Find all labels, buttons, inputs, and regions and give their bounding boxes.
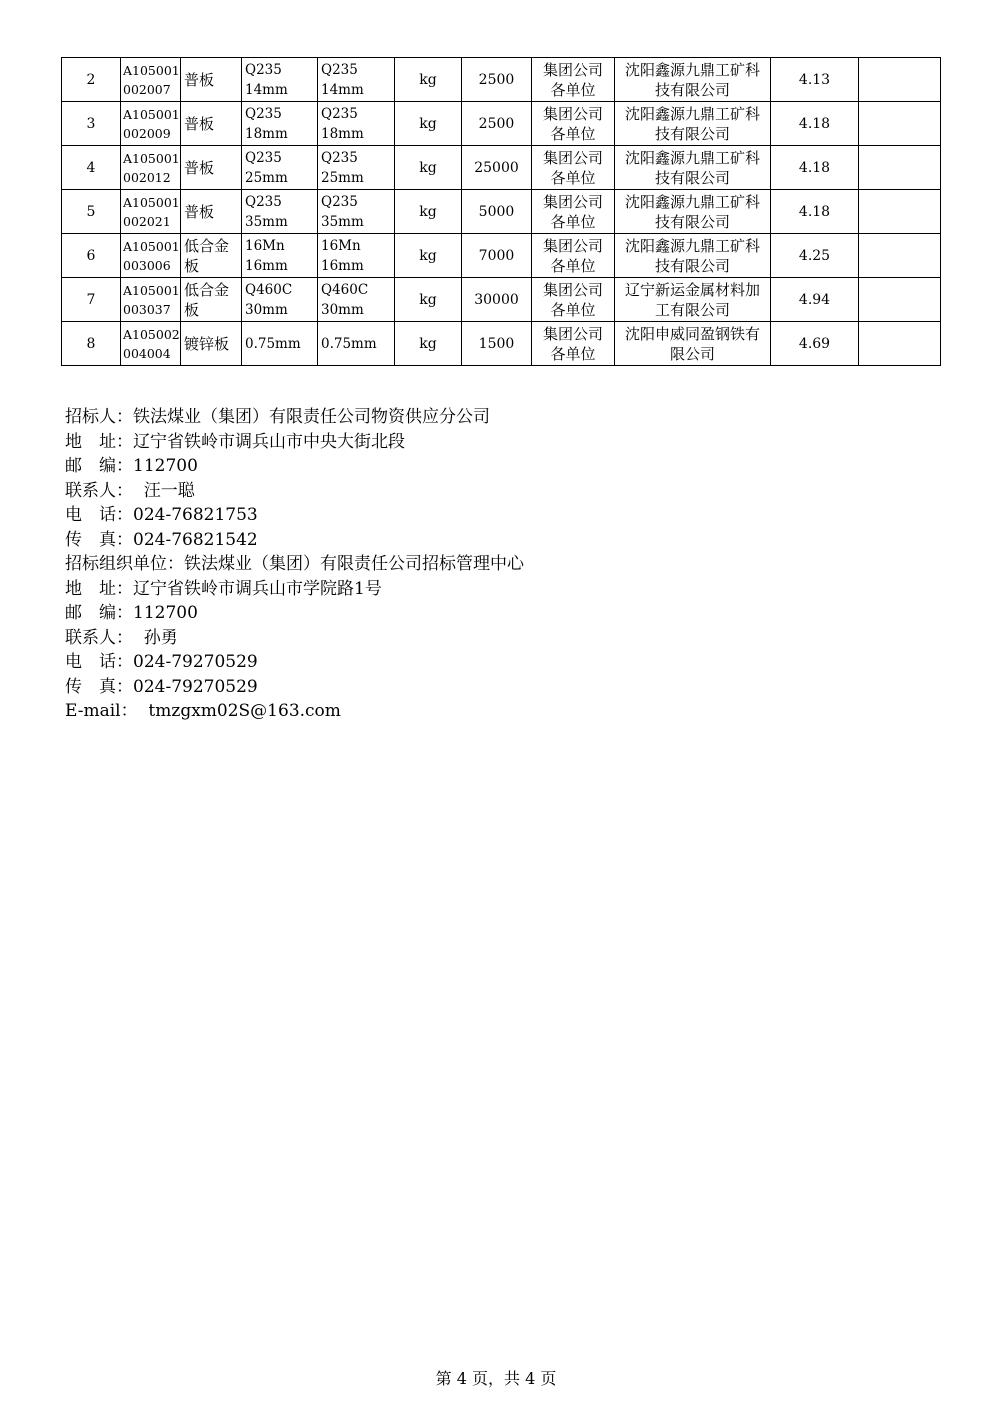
unit-text: kg (419, 291, 437, 308)
material-name-cell (181, 278, 242, 322)
price-text: 4.18 (798, 159, 831, 176)
model-text: 0.75mm (321, 335, 377, 352)
spec-cell (242, 322, 318, 366)
price-cell (771, 322, 859, 366)
row-number-cell (62, 58, 121, 102)
supplier-text: 技有限公司 (654, 80, 730, 99)
organizer-address: 地 址：辽宁省铁岭市调兵山市学院路1号 (65, 578, 382, 599)
remarks-cell (859, 190, 941, 234)
table-row (62, 146, 941, 190)
material-code-text: A105001 (123, 150, 180, 166)
price-text: 4.25 (798, 247, 831, 264)
material-name-cell (181, 102, 242, 146)
material-name-cell (181, 58, 242, 102)
model-text: Q460C (321, 281, 369, 298)
model-cell (318, 234, 395, 278)
row-number-text: 7 (86, 291, 96, 308)
spec-text: Q235 (245, 193, 282, 210)
supplier-text: 技有限公司 (654, 212, 730, 231)
unit-text: kg (419, 335, 437, 352)
quantity-cell (462, 322, 532, 366)
department-text: 集团公司 (542, 236, 603, 255)
contact-info (65, 405, 524, 724)
material-code-text: 004004 (123, 345, 171, 361)
model-text: 18mm (321, 125, 364, 142)
spec-text: Q235 (245, 61, 282, 78)
model-text: Q235 (321, 105, 358, 122)
organizer-line: 招标组织单位：铁法煤业（集团）有限责任公司招标管理中心 (65, 554, 524, 574)
material-code-cell (121, 146, 181, 190)
supplier-cell (615, 190, 771, 234)
material-code-text: A105001 (123, 194, 180, 210)
department-text: 集团公司 (542, 148, 603, 167)
quantity-text: 25000 (474, 159, 519, 176)
row-number-text: 3 (86, 115, 96, 132)
table-row (62, 58, 941, 102)
department-text: 集团公司 (542, 60, 603, 79)
unit-text: kg (419, 203, 437, 220)
supplier-cell (615, 322, 771, 366)
tenderer-line: 招标人：铁法煤业（集团）有限责任公司物资供应分公司 (65, 407, 490, 427)
row-number-cell (62, 102, 121, 146)
material-name-cell (181, 146, 242, 190)
material-name-text: 普板 (184, 158, 215, 177)
department-text: 各单位 (550, 300, 596, 319)
unit-text: kg (419, 71, 437, 88)
supplier-cell (615, 234, 771, 278)
model-cell (318, 190, 395, 234)
material-code-text: 002007 (123, 81, 171, 97)
spec-text: 0.75mm (245, 335, 301, 352)
price-cell (771, 234, 859, 278)
material-code-cell (121, 278, 181, 322)
quantity-cell (462, 190, 532, 234)
model-text: 16mm (321, 257, 364, 274)
price-text: 4.69 (798, 335, 831, 352)
material-code-text: 002012 (123, 169, 171, 185)
quantity-cell (462, 146, 532, 190)
unit-cell (395, 278, 462, 322)
supplier-text: 沈阳鑫源九鼎工矿科 (624, 148, 760, 167)
price-cell (771, 102, 859, 146)
department-text: 集团公司 (542, 324, 603, 343)
spec-cell (242, 278, 318, 322)
row-number-text: 6 (86, 247, 96, 264)
model-text: 30mm (321, 301, 364, 318)
spec-cell (242, 234, 318, 278)
table-row (62, 190, 941, 234)
supplier-text: 技有限公司 (654, 124, 730, 143)
department-cell (532, 146, 615, 190)
department-cell (532, 278, 615, 322)
material-code-cell (121, 322, 181, 366)
model-text: 16Mn (321, 237, 361, 254)
page-footer: 第 4 页，共 4 页 (435, 1369, 557, 1388)
spec-text: 25mm (245, 169, 288, 186)
organizer-contact: 联系人： 孙勇 (65, 627, 178, 648)
price-cell (771, 278, 859, 322)
supplier-text: 沈阳鑫源九鼎工矿科 (624, 236, 760, 255)
tenderer-fax: 传 真：024-76821542 (65, 529, 258, 550)
price-text: 4.18 (798, 203, 831, 220)
spec-text: 35mm (245, 213, 288, 230)
quantity-text: 30000 (474, 291, 519, 308)
spec-cell (242, 146, 318, 190)
department-text: 各单位 (550, 124, 596, 143)
spec-cell (242, 58, 318, 102)
organizer-fax: 传 真：024-79270529 (65, 676, 258, 697)
supplier-text: 沈阳鑫源九鼎工矿科 (624, 192, 760, 211)
row-number-text: 8 (86, 335, 96, 352)
remarks-cell (859, 146, 941, 190)
material-code-cell (121, 190, 181, 234)
material-code-cell (121, 102, 181, 146)
department-cell (532, 58, 615, 102)
material-code-text: 003037 (123, 301, 171, 317)
quantity-cell (462, 278, 532, 322)
department-text: 集团公司 (542, 280, 603, 299)
spec-text: Q235 (245, 105, 282, 122)
supplier-cell (615, 278, 771, 322)
unit-text: kg (419, 115, 437, 132)
price-text: 4.18 (798, 115, 831, 132)
material-name-text: 镀锌板 (184, 334, 230, 353)
material-code-text: A105001 (123, 62, 180, 78)
model-cell (318, 102, 395, 146)
department-text: 各单位 (550, 344, 596, 363)
spec-text: 16Mn (245, 237, 285, 254)
model-cell (318, 58, 395, 102)
organizer-phone: 电 话：024-79270529 (65, 652, 258, 672)
supplier-cell (615, 102, 771, 146)
model-text: Q235 (321, 61, 358, 78)
material-code-text: A105001 (123, 238, 180, 254)
row-number-cell (62, 278, 121, 322)
quantity-text: 2500 (478, 71, 515, 88)
unit-text: kg (419, 159, 437, 176)
supplier-cell (615, 146, 771, 190)
row-number-text: 2 (86, 71, 96, 88)
table-row (62, 322, 941, 366)
bid-results-table (61, 57, 941, 366)
department-text: 各单位 (550, 256, 596, 275)
department-cell (532, 322, 615, 366)
material-code-text: A105002 (123, 326, 180, 342)
material-code-text: 002021 (123, 213, 171, 229)
quantity-cell (462, 58, 532, 102)
row-number-cell (62, 146, 121, 190)
supplier-text: 技有限公司 (654, 168, 730, 187)
tenderer-contact: 联系人： 汪一聪 (65, 480, 195, 501)
supplier-cell (615, 58, 771, 102)
model-cell (318, 322, 395, 366)
material-name-text: 普板 (184, 70, 215, 89)
spec-text: 18mm (245, 125, 288, 142)
department-text: 集团公司 (542, 192, 603, 211)
unit-cell (395, 234, 462, 278)
unit-cell (395, 102, 462, 146)
table-row (62, 234, 941, 278)
department-text: 各单位 (550, 80, 596, 99)
material-code-text: 003006 (123, 257, 171, 273)
price-cell (771, 146, 859, 190)
unit-cell (395, 146, 462, 190)
department-cell (532, 190, 615, 234)
material-name-text: 低合金板 (184, 236, 230, 275)
material-name-cell (181, 234, 242, 278)
remarks-cell (859, 278, 941, 322)
model-text: 35mm (321, 213, 364, 230)
remarks-cell (859, 322, 941, 366)
material-code-text: A105001 (123, 282, 180, 298)
supplier-text: 沈阳申威同盈钢铁有 (624, 324, 760, 343)
tenderer-address: 地 址：辽宁省铁岭市调兵山市中央大街北段 (65, 431, 405, 452)
model-cell (318, 278, 395, 322)
quantity-text: 1500 (478, 335, 515, 352)
unit-cell (395, 190, 462, 234)
material-name-text: 普板 (184, 202, 215, 221)
spec-text: 14mm (245, 81, 288, 98)
quantity-cell (462, 234, 532, 278)
email-line: E-mail： tmzgxm02S@163.com (65, 701, 341, 721)
department-text: 各单位 (550, 168, 596, 187)
department-cell (532, 234, 615, 278)
supplier-text: 工有限公司 (654, 300, 730, 319)
supplier-text: 辽宁新运金属材料加 (624, 280, 760, 299)
price-cell (771, 58, 859, 102)
spec-text: 30mm (245, 301, 288, 318)
spec-cell (242, 190, 318, 234)
row-number-text: 4 (86, 159, 96, 176)
unit-cell (395, 322, 462, 366)
supplier-text: 沈阳鑫源九鼎工矿科 (624, 60, 760, 79)
tenderer-postcode: 邮 编：112700 (65, 456, 198, 476)
organizer-postcode: 邮 编：112700 (65, 603, 198, 623)
material-name-cell (181, 322, 242, 366)
price-text: 4.94 (798, 291, 831, 308)
quantity-text: 5000 (478, 203, 515, 220)
table-row (62, 102, 941, 146)
material-name-cell (181, 190, 242, 234)
spec-text: Q235 (245, 149, 282, 166)
department-text: 集团公司 (542, 104, 603, 123)
material-code-cell (121, 234, 181, 278)
model-text: Q235 (321, 193, 358, 210)
unit-cell (395, 58, 462, 102)
material-code-cell (121, 58, 181, 102)
row-number-cell (62, 190, 121, 234)
spec-text: Q460C (245, 281, 293, 298)
remarks-cell (859, 234, 941, 278)
tenderer-phone: 电 话：024-76821753 (65, 505, 258, 525)
remarks-cell (859, 58, 941, 102)
remarks-cell (859, 102, 941, 146)
quantity-text: 7000 (478, 247, 515, 264)
material-name-text: 低合金板 (184, 280, 230, 319)
department-text: 各单位 (550, 212, 596, 231)
table-row (62, 278, 941, 322)
supplier-text: 技有限公司 (654, 256, 730, 275)
department-cell (532, 102, 615, 146)
row-number-text: 5 (86, 203, 96, 220)
model-cell (318, 146, 395, 190)
material-code-text: A105001 (123, 106, 180, 122)
model-text: 25mm (321, 169, 364, 186)
table-body (62, 58, 941, 366)
spec-cell (242, 102, 318, 146)
unit-text: kg (419, 247, 437, 264)
material-name-text: 普板 (184, 114, 215, 133)
spec-text: 16mm (245, 257, 288, 274)
model-text: Q235 (321, 149, 358, 166)
material-code-text: 002009 (123, 125, 171, 141)
price-cell (771, 190, 859, 234)
quantity-cell (462, 102, 532, 146)
row-number-cell (62, 322, 121, 366)
row-number-cell (62, 234, 121, 278)
quantity-text: 2500 (478, 115, 515, 132)
model-text: 14mm (321, 81, 364, 98)
price-text: 4.13 (798, 71, 831, 88)
supplier-text: 限公司 (669, 344, 715, 363)
supplier-text: 沈阳鑫源九鼎工矿科 (624, 104, 760, 123)
